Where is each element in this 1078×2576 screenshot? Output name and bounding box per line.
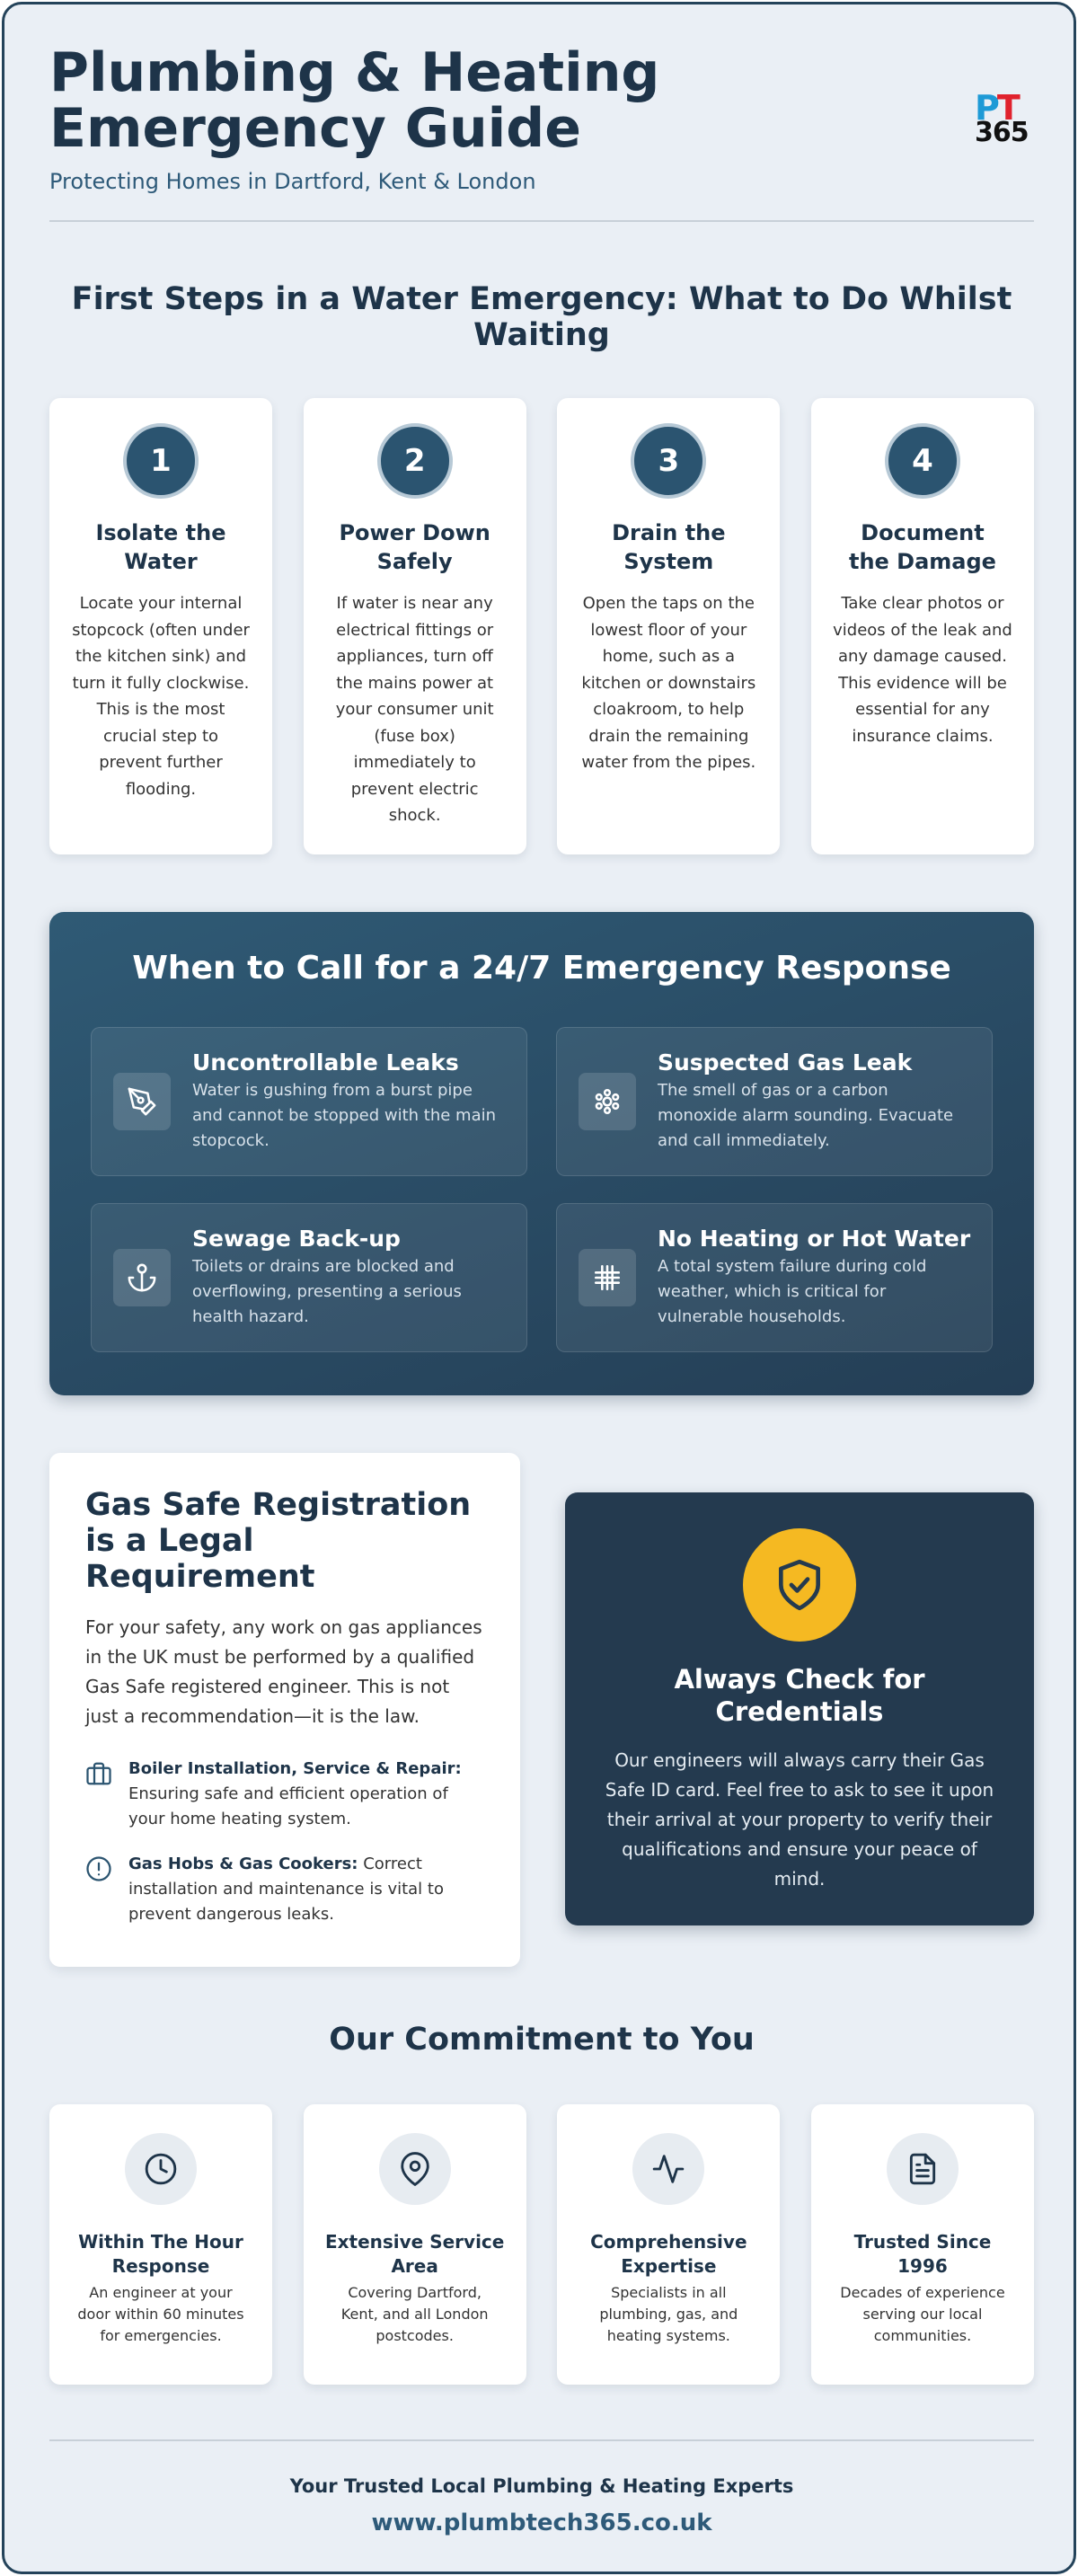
activity-icon [651,2152,685,2186]
logo-number: 365 [975,117,1029,148]
step-card [49,398,272,854]
gas-safe-item-label: Boiler Installation, Service & Repair: [128,1759,462,1778]
emergency-item-text: A total system failure during cold weather, which is critical for vulnerable households. [658,1257,927,1326]
emergency-item [91,1027,527,1176]
commitment-card-title: Extensive Service Area [324,2231,505,2277]
commitment-card [557,2104,780,2385]
emergency-item-title: No Heating or Hot Water [658,1226,971,1252]
step-card [811,398,1034,854]
step-title: Drain the System [612,520,726,574]
infographic-frame [2,2,1076,2574]
footer-tagline: Your Trusted Local Plumbing & Heating Experts [289,2475,794,2497]
emergency-item-text: The smell of gas or a carbon monoxide alarm sounding. Evacuate and call immediately. [658,1081,954,1150]
gas-safe-item [85,1852,484,1927]
step-title: Isolate the Water [95,520,226,574]
pen-icon [113,1073,171,1130]
commitment-card-text: An engineer at your door within 60 minutes for emergencies. [77,2284,244,2344]
emergency-item-title: Suspected Gas Leak [658,1049,913,1076]
emergency-panel [49,912,1034,1395]
briefcase-icon [85,1760,112,1787]
credentials-title: Always Check for Credentials [674,1664,925,1727]
commitment-card-title: Comprehensive Expertise [590,2231,747,2277]
commitment-card [304,2104,526,2385]
commitment-card-title: Trusted Since 1996 [853,2231,992,2277]
gas-safe-title: Gas Safe Registration is a Legal Requirement [85,1487,472,1595]
emergency-title: When to Call for a 24/7 Emergency Response [132,950,951,987]
map-pin-icon [398,2152,432,2186]
emergency-item [556,1203,993,1352]
gear-icon [579,1073,636,1130]
emergency-item [556,1027,993,1176]
emergency-item-title: Sewage Back-up [192,1226,401,1252]
commitment-card [49,2104,272,2385]
logo-letter-p: P [975,88,997,128]
footer [49,2475,1034,2536]
commitment-title: Our Commitment to You [329,2022,755,2058]
step-title: Document the Damage [848,520,996,574]
commitment-list [49,2104,1034,2385]
commitment-card-title: Within The Hour Response [78,2231,243,2277]
footer-divider [49,2439,1034,2441]
gas-safe-item-text: Ensuring safe and efficient operation of your home heating system. [128,1784,448,1828]
website-link[interactable]: www.plumbtech365.co.uk [371,2510,712,2536]
step-text: Open the taps on the lowest floor of your home, such as a kitchen or downstairs cloakroom, to help drain the remaining water from the pipes. [581,594,756,772]
brand-logo [975,90,1034,146]
commitment-card-text: Covering Dartford, Kent, and all London postcodes. [340,2284,489,2344]
first-steps-title: First Steps in a Water Emergency: What to Do Whilst Waiting [71,281,1012,353]
gas-safe-text: For your safety, any work on gas appliances in the UK must be performed by a qualified Gas Safe registered engineer. This is not just a recommendation—it is the law. [85,1616,482,1727]
commitment-card-text: Specialists in all plumbing, gas, and heating systems. [599,2284,738,2344]
emergency-item-text: Water is gushing from a burst pipe and cannot be stopped with the main stopcock. [192,1081,497,1150]
emergency-list [91,1027,993,1352]
header-divider [49,220,1034,222]
shield-check-icon [772,1557,827,1613]
emergency-item [91,1203,527,1352]
step-number: 3 [631,423,706,499]
emergency-item-text: Toilets or drains are blocked and overflowing, presenting a serious health hazard. [192,1257,462,1326]
step-text: If water is near any electrical fittings or appliances, turn off the mains power at your consumer unit (fuse box) immediately to prevent electric shock. [335,594,494,825]
commitment-card-text: Decades of experience serving our local communities. [840,2284,1005,2344]
commitment-section [49,2022,1034,2385]
step-text: Take clear photos or videos of the leak and any damage caused. This evidence will be essential for any insurance claims. [833,594,1012,746]
page-subtitle: Protecting Homes in Dartford, Kent & London [49,169,536,194]
gas-safe-card [49,1453,520,1967]
header [49,41,1034,225]
step-title: Power Down Safely [339,520,490,574]
commitment-card [811,2104,1034,2385]
first-steps-section [49,281,1034,854]
anchor-icon [113,1249,171,1306]
clock-icon [144,2152,178,2186]
gas-safe-item [85,1757,484,1832]
step-text: Locate your internal stopcock (often under the kitchen sink) and turn it fully clockwise. This is the most crucial step to prevent further flooding. [72,594,250,799]
grid-icon [579,1249,636,1306]
credentials-card [565,1492,1034,1925]
page-title: Plumbing & Heating Emergency Guide [49,41,660,160]
step-card [557,398,780,854]
gas-safe-item-label: Gas Hobs & Gas Cookers: [128,1855,358,1873]
step-card [304,398,526,854]
step-number: 4 [885,423,960,499]
credentials-text: Our engineers will always carry their Gas Safe ID card. Feel free to ask to see it upon their arrival at your property to verify their qualifications and ensure your peace of mind. [605,1749,994,1890]
emergency-item-title: Uncontrollable Leaks [192,1049,459,1076]
alert-circle-icon [85,1855,112,1882]
file-text-icon [906,2152,940,2186]
steps-list [49,398,1034,854]
step-number: 1 [123,423,199,499]
step-number: 2 [377,423,453,499]
logo-letter-t: T [996,88,1018,128]
gas-safe-item-text: Correct installation and maintenance is vital to prevent dangerous leaks. [128,1855,444,1924]
